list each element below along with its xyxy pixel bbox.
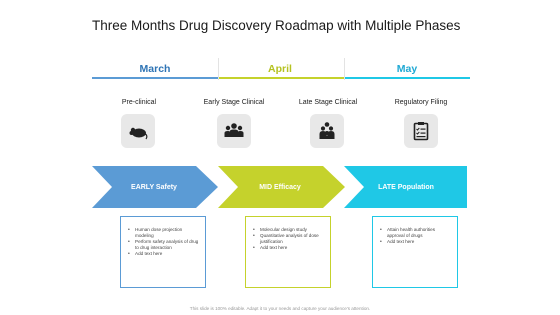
list-item: • Add text here — [387, 239, 453, 245]
list-item: • Add text here — [260, 245, 326, 251]
phase-label-regulatory: Regulatory Filing — [394, 99, 448, 106]
card-early-safety — [120, 216, 206, 288]
footer-note: This slide is 100% editable. Adapt it to your needs and capture your audience's attention. — [189, 306, 371, 311]
arrow-label-early-safety: EARLY Safety — [131, 184, 177, 191]
month-april: April — [268, 63, 292, 75]
list-item: • Attain health authorities approval of drugs — [387, 227, 453, 239]
arrow-label-mid-efficacy: MID Efficacy — [259, 184, 301, 191]
month-march: March — [139, 63, 171, 75]
list-item: • Molecular design study — [260, 227, 326, 233]
list-item: • Perform safety analysis of drug to drug interaction — [135, 239, 201, 251]
phase-label-early-stage: Early Stage Clinical — [203, 99, 265, 106]
phase-label-late-stage: Late Stage Clinical — [298, 99, 358, 106]
list-item: • Quantitative analysis of dose justification — [260, 233, 326, 245]
month-may: May — [396, 63, 418, 75]
arrow-label-late-population: LATE Population — [378, 184, 434, 191]
card-late-population — [372, 216, 458, 288]
card-mid-efficacy — [245, 216, 331, 288]
list-item: • Human dose projection modeling — [135, 227, 201, 239]
list-item: • Add text here — [135, 251, 201, 257]
phase-label-preclinical: Pre-clinical — [121, 99, 157, 106]
page-title: Three Months Drug Discovery Roadmap with Multiple Phases — [92, 18, 461, 33]
